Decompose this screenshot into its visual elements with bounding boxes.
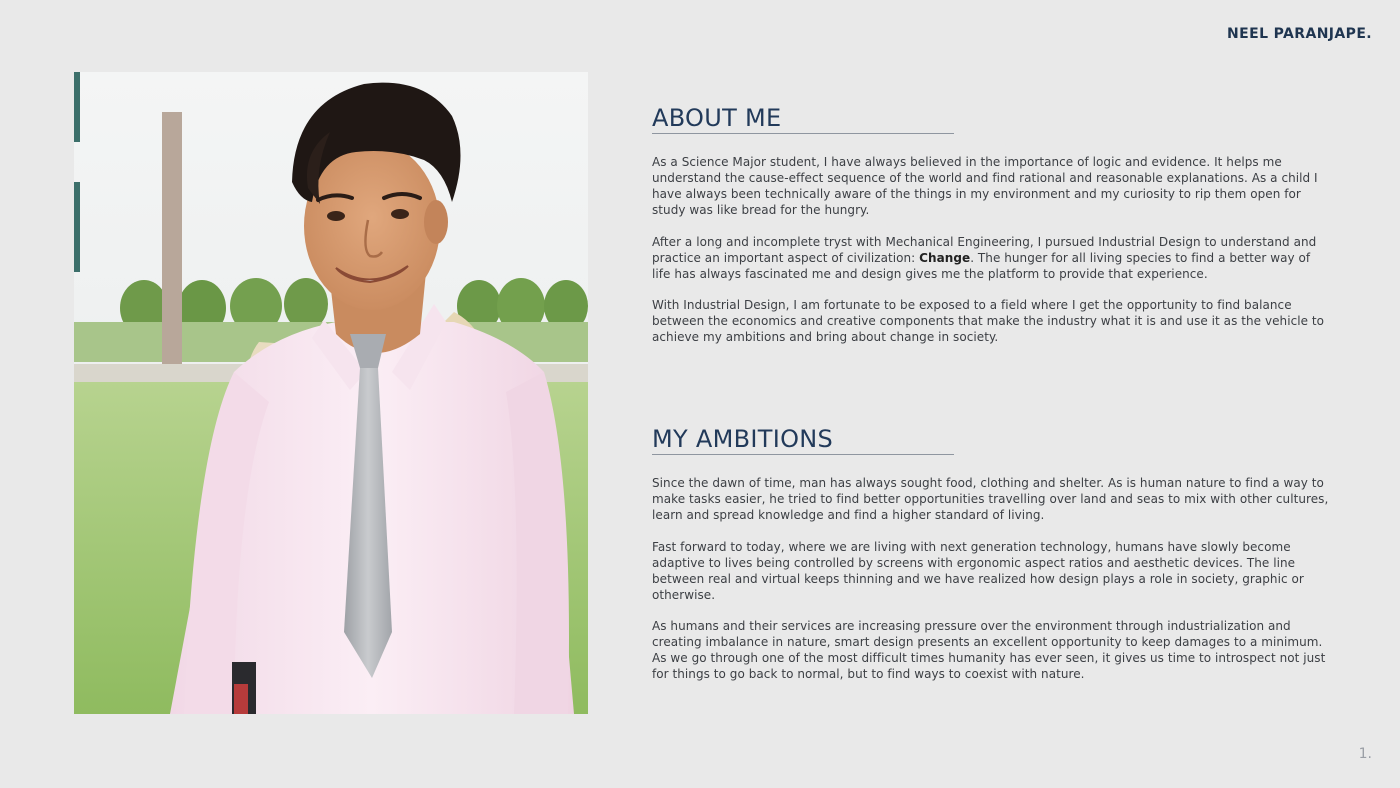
ambitions-paragraph-3: As humans and their services are increasing pressure over the environment through industrialization and creating imbalance in nature, smart design presents an excellent opportunity to keep damages to a minimum. As we go through one of the most difficult times humanity has ever seen, it gives us time to introspect not just for things to go back to normal, but to find ways to coexist with nature. [652, 619, 1326, 681]
my-ambitions-heading: MY AMBITIONS [652, 425, 954, 455]
about-p2-text-after: . The hunger for all living species to find a better way of life has always fascinated me and design gives me the platform to provide that experience. [652, 250, 1311, 281]
portrait-illustration [74, 72, 588, 714]
portrait-photo [74, 72, 588, 714]
about-p2-text-before: After a long and incomplete tryst with Mechanical Engineering, I pursued Industrial Design to understand and practice an important aspect of civilization: [652, 234, 1317, 265]
about-paragraph-3: With Industrial Design, I am fortunate to be exposed to a field where I get the opportunity to find balance between the economics and creative components that make the industry what it is and use it as the vehicle to achieve my ambitions and bring about change in society. [652, 298, 1325, 344]
about-me-section [652, 104, 1332, 361]
about-me-heading: ABOUT ME [652, 104, 954, 134]
ambitions-paragraph-1: Since the dawn of time, man has always sought food, clothing and shelter. As is human nature to find a way to make tasks easier, he tried to find better opportunities travelling over land and seas to mix with other cultures, learn and spread knowledge and find a higher standard of living. [652, 476, 1329, 522]
about-p2-emphasis: Change [919, 250, 971, 265]
about-paragraph-1: As a Science Major student, I have always believed in the importance of logic and evidence. It helps me understand the cause-effect sequence of the world and find rational and reasonable explanations. As a child I have always been technically aware of the things in my environment and my curiosity to rip them open for study was like bread for the hungry. [652, 155, 1318, 217]
my-ambitions-section [652, 425, 1332, 698]
about-me-body [652, 154, 1332, 345]
page-number: 1. [1358, 746, 1372, 762]
about-paragraph-2 [652, 234, 1332, 282]
author-name: NEEL PARANJAPE. [1227, 26, 1372, 42]
my-ambitions-body [652, 475, 1332, 682]
ambitions-paragraph-2: Fast forward to today, where we are living with next generation technology, humans have slowly become adaptive to lives being controlled by screens with ergonomic aspect ratios and aesthetic devices. The line between real and virtual keeps thinning and we have realized how design plays a role in society, graphic or otherwise. [652, 539, 1304, 602]
